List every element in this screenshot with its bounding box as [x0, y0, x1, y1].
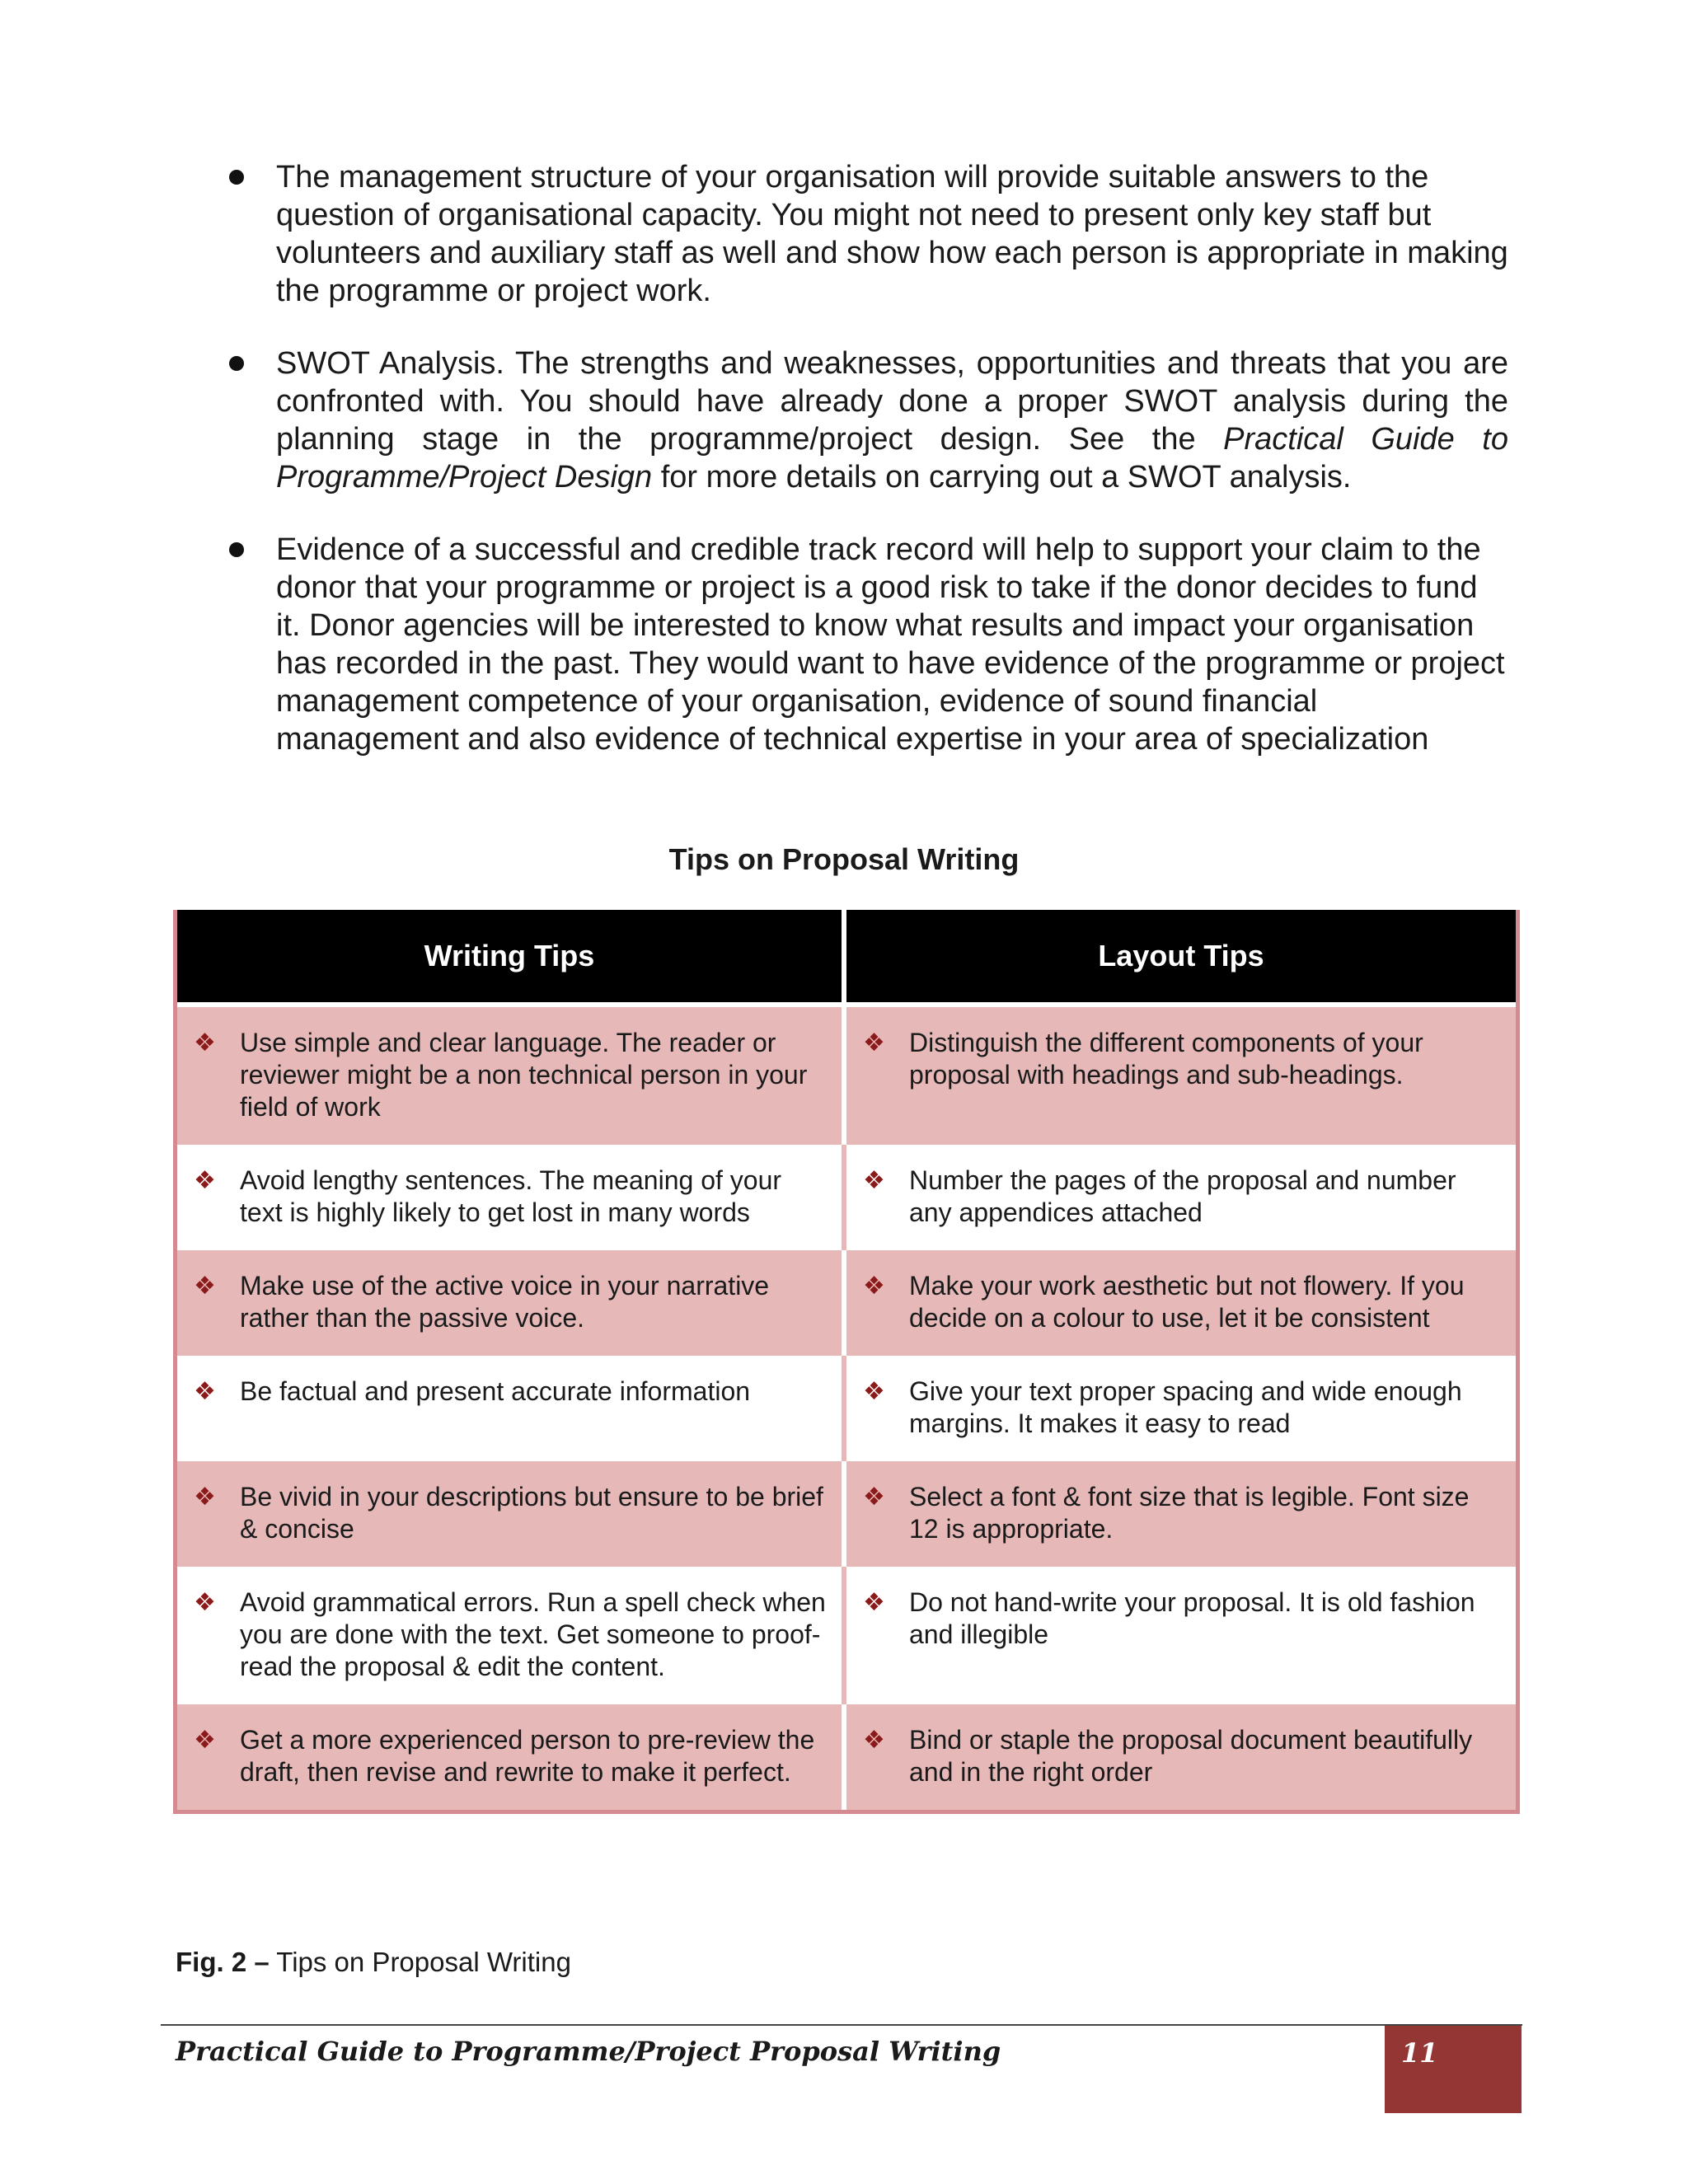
bullet-item [223, 531, 1508, 758]
tips-table [173, 910, 1520, 1814]
diamond-bullet-icon: ❖ [194, 1727, 216, 1754]
tip-text: Bind or staple the proposal document beautifully and in the right order [909, 1725, 1473, 1787]
tip-text: Make your work aesthetic but not flowery. If you decide on a colour to use, let it be consistent [909, 1271, 1465, 1333]
table-row [177, 1007, 1516, 1145]
layout-tip-cell [846, 1145, 1516, 1250]
diamond-bullet-icon: ❖ [194, 1378, 216, 1405]
tip-text: Use simple and clear language. The reader or reviewer might be a non technical person in your field of work [240, 1028, 808, 1122]
bullet-text: for more details on carrying out a SWOT analysis. [652, 460, 1352, 494]
writing-tip-cell [177, 1356, 846, 1461]
tip-text: Give your text proper spacing and wide enough margins. It makes it easy to read [909, 1376, 1462, 1438]
footer-title: Practical Guide to Programme/Project Proposal Writing [176, 2036, 1001, 2067]
caption-text: Tips on Proposal Writing [269, 1947, 571, 1977]
diamond-bullet-icon: ❖ [194, 1483, 216, 1511]
tip-text: Do not hand-write your proposal. It is old fashion and illegible [909, 1587, 1475, 1649]
diamond-bullet-icon: ❖ [863, 1378, 885, 1405]
header-layout-tips: Layout Tips [846, 910, 1516, 1007]
tip-item [194, 1165, 828, 1229]
writing-tip-cell [177, 1250, 846, 1356]
bullet-text: Evidence of a successful and credible track record will help to support your claim to the donor that your programme or project is a good risk to take if the donor decides to fund it. Donor agencies will be interested to know what results and impact your organisation has recorded in the past. They would want to have evidence of the programme or project management competence of your organisation, evidence of sound financial management and also evidence of technical expertise in your area of specialization [276, 532, 1505, 757]
tip-item [863, 1270, 1503, 1334]
diamond-bullet-icon: ❖ [863, 1589, 885, 1616]
bullet-text: The management structure of your organisation will provide suitable answers to the question of organisational capacity. You might not need to present only key staff but volunteers and auxiliary staff as well and show how each person is appropriate in making the programme or project work. [276, 160, 1508, 308]
diamond-bullet-icon: ❖ [194, 1589, 216, 1616]
tip-item [194, 1724, 828, 1788]
table-row [177, 1461, 1516, 1567]
tip-text: Avoid lengthy sentences. The meaning of your text is highly likely to get lost in many words [240, 1165, 782, 1227]
figure-caption [176, 1947, 571, 1978]
writing-tip-cell [177, 1461, 846, 1567]
bullet-text: SWOT Analysis. The strengths and weaknesses, opportunities and threats that you are confronted with. You should have already done a proper SWOT analysis during the planning stage in the programme/project design. See the [276, 346, 1508, 457]
tip-text: Number the pages of the proposal and number any appendices attached [909, 1165, 1456, 1227]
table-row [177, 1567, 1516, 1704]
bullet-dot-icon [229, 356, 244, 371]
tip-item [863, 1165, 1503, 1229]
tip-item [863, 1586, 1503, 1651]
layout-tip-cell [846, 1704, 1516, 1810]
tip-text: Be vivid in your descriptions but ensure to be brief & concise [240, 1482, 823, 1544]
layout-tip-cell [846, 1567, 1516, 1704]
diamond-bullet-icon: ❖ [863, 1029, 885, 1057]
layout-tip-cell [846, 1461, 1516, 1567]
diamond-bullet-icon: ❖ [863, 1727, 885, 1754]
tip-item [863, 1724, 1503, 1788]
writing-tip-cell [177, 1567, 846, 1704]
tip-item [194, 1270, 828, 1334]
tip-text: Distinguish the different components of your proposal with headings and sub-headings. [909, 1028, 1423, 1090]
diamond-bullet-icon: ❖ [863, 1483, 885, 1511]
footer-divider [161, 2024, 1522, 2026]
writing-tip-cell [177, 1007, 846, 1145]
tip-item [194, 1376, 828, 1408]
layout-tip-cell [846, 1356, 1516, 1461]
bullet-item [223, 344, 1508, 496]
bullet-italic-reference: Practical Guide to Programme/Project Design [276, 422, 1508, 494]
table-row [177, 1250, 1516, 1356]
table-row [177, 1704, 1516, 1810]
writing-tip-cell [177, 1145, 846, 1250]
bullet-list [223, 158, 1508, 793]
tip-text: Be factual and present accurate information [240, 1376, 751, 1406]
tip-item [863, 1481, 1503, 1545]
tip-item [194, 1481, 828, 1545]
layout-tip-cell [846, 1250, 1516, 1356]
diamond-bullet-icon: ❖ [863, 1167, 885, 1194]
diamond-bullet-icon: ❖ [194, 1029, 216, 1057]
tip-item [863, 1027, 1503, 1091]
header-writing-tips: Writing Tips [177, 910, 846, 1007]
tip-item [194, 1586, 828, 1683]
tip-text: Avoid grammatical errors. Run a spell check when you are done with the text. Get someone to proof-read the proposal & edit the content. [240, 1587, 826, 1681]
caption-label: Fig. 2 – [176, 1947, 270, 1977]
tip-text: Get a more experienced person to pre-review the draft, then revise and rewrite to make it perfect. [240, 1725, 815, 1787]
diamond-bullet-icon: ❖ [194, 1272, 216, 1300]
table-row [177, 1145, 1516, 1250]
table-header-row [177, 910, 1516, 1007]
table-row [177, 1356, 1516, 1461]
bullet-dot-icon [229, 170, 244, 185]
layout-tip-cell [846, 1007, 1516, 1145]
table-title: Tips on Proposal Writing [668, 842, 1020, 876]
writing-tip-cell [177, 1704, 846, 1810]
bullet-item [223, 158, 1508, 310]
bullet-dot-icon [229, 542, 244, 557]
diamond-bullet-icon: ❖ [863, 1272, 885, 1300]
tip-text: Select a font & font size that is legible. Font size 12 is appropriate. [909, 1482, 1470, 1544]
tip-item [194, 1027, 828, 1123]
tip-text: Make use of the active voice in your narrative rather than the passive voice. [240, 1271, 770, 1333]
diamond-bullet-icon: ❖ [194, 1167, 216, 1194]
page-number: 11 [1385, 2026, 1522, 2113]
tip-item [863, 1376, 1503, 1440]
